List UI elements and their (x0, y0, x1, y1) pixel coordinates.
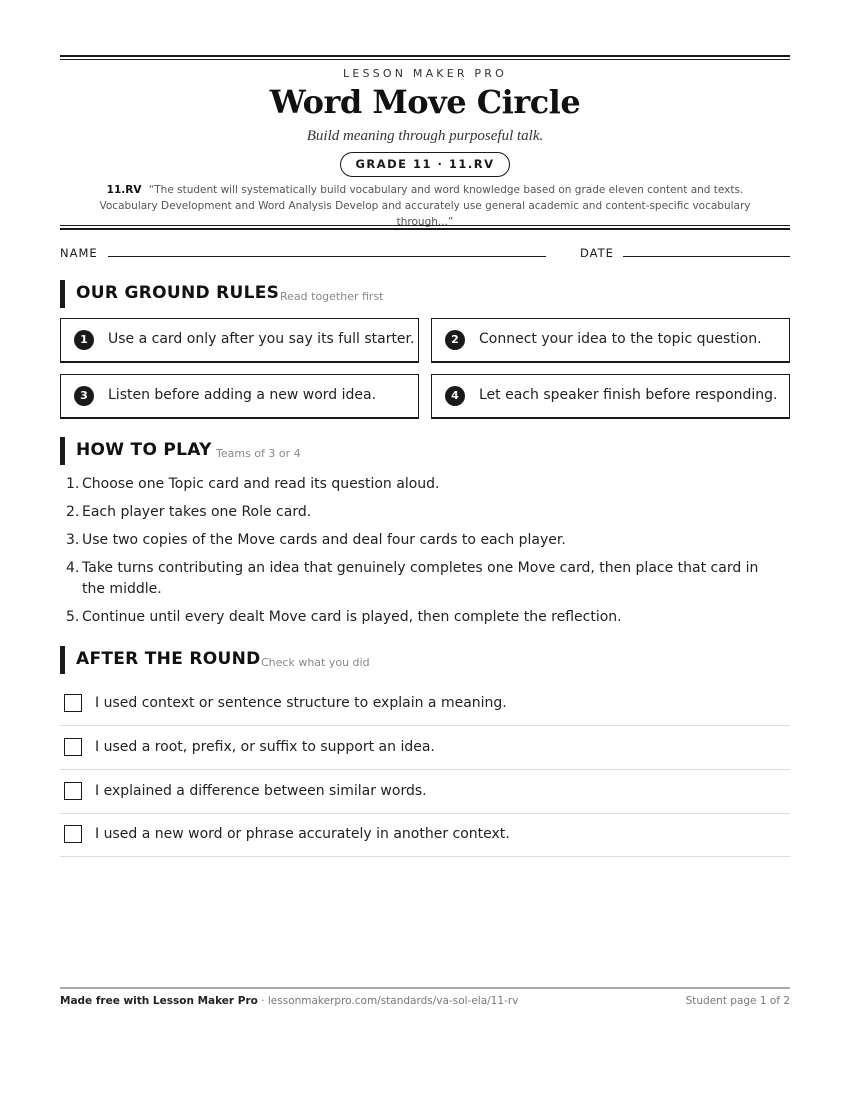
name-label: NAME (60, 246, 98, 260)
step-text: Continue until every dealt Move card is played, then complete the reflection. (82, 609, 622, 625)
how-to-play-heading: HOW TO PLAY (76, 440, 212, 460)
checklist-text: I used context or sentence structure to explain a meaning. (95, 695, 507, 711)
checkbox[interactable] (64, 825, 82, 843)
checklist-item (60, 770, 790, 814)
footer-rule (60, 987, 790, 989)
after-round-section-header (60, 646, 790, 674)
checklist-text: I used a root, prefix, or suffix to support an idea. (95, 739, 435, 755)
name-field[interactable] (108, 256, 546, 257)
rule-number-badge: 2 (445, 330, 465, 350)
section-marker (60, 280, 65, 308)
footer-page-number: Student page 1 of 2 (685, 995, 790, 1007)
standard-text: “The student will systematically build vocabulary and word knowledge based on grade eleven content and texts. Vocabulary Development and Word Analysis Develop and accurately use general academic and content-specific vocabulary through...” (99, 184, 751, 228)
rule-text: Use a card only after you say its full starter. (108, 331, 415, 347)
footer-made-with: Made free with Lesson Maker Pro (60, 995, 258, 1007)
header-rule-thick (60, 55, 790, 57)
checklist-text: I explained a difference between similar words. (95, 783, 427, 799)
grade-badge-wrap (60, 152, 790, 177)
header-bottom-rule-thick (60, 228, 790, 230)
ground-rule-card (431, 318, 790, 363)
after-round-note: Check what you did (261, 656, 370, 669)
grade-badge: GRADE 11 · 11.RV (340, 152, 509, 177)
step-text: Take turns contributing an idea that genuinely completes one Move card, then place that card in the middle. (82, 560, 759, 597)
ground-rule-card (60, 374, 419, 419)
date-field[interactable] (623, 256, 790, 257)
step-number: 2. (66, 504, 80, 520)
ground-rules-note: Read together first (280, 290, 384, 303)
after-round-heading: AFTER THE ROUND (76, 649, 261, 669)
rule-number-badge: 4 (445, 386, 465, 406)
header-rule-thin (60, 59, 790, 60)
step-number: 5. (66, 609, 80, 625)
checklist-item (60, 726, 790, 770)
step-text: Choose one Topic card and read its question aloud. (82, 476, 440, 492)
brand-name: LESSON MAKER PRO (343, 67, 507, 80)
checklist-item (60, 813, 790, 857)
ground-rule-card (60, 318, 419, 363)
rule-number-badge: 1 (74, 330, 94, 350)
section-marker (60, 437, 65, 465)
rule-text: Listen before adding a new word idea. (108, 387, 377, 403)
list-item (66, 530, 766, 551)
standard-description (90, 182, 760, 230)
how-to-play-note: Teams of 3 or 4 (216, 447, 301, 460)
checkbox[interactable] (64, 694, 82, 712)
step-text: Each player takes one Role card. (82, 504, 312, 520)
header-bottom-rule-thin (60, 225, 790, 226)
worksheet-page (60, 0, 790, 1100)
step-text: Use two copies of the Move cards and deal four cards to each player. (82, 532, 566, 548)
checklist-item (60, 682, 790, 726)
how-to-play-section-header (60, 437, 790, 465)
checklist-text: I used a new word or phrase accurately in another context. (95, 826, 510, 842)
list-item (66, 474, 766, 495)
checkbox[interactable] (64, 782, 82, 800)
page-title: Word Move Circle (269, 83, 581, 121)
ground-rules-section-header (60, 280, 790, 308)
ground-rules-heading: OUR GROUND RULES (76, 283, 280, 303)
date-label: DATE (580, 246, 614, 260)
page-subtitle: Build meaning through purposeful talk. (306, 128, 544, 144)
step-number: 1. (66, 476, 80, 492)
list-item (66, 558, 766, 600)
list-item (66, 502, 766, 523)
step-number: 3. (66, 532, 80, 548)
footer-credit (60, 995, 518, 1007)
section-marker (60, 646, 65, 674)
instruction-list (66, 474, 766, 635)
rule-text: Connect your idea to the topic question. (479, 331, 762, 347)
footer-url[interactable]: · lessonmakerpro.com/standards/va-sol-ela/11-rv (257, 995, 519, 1007)
rule-text: Let each speaker finish before responding. (479, 387, 778, 403)
rule-number-badge: 3 (74, 386, 94, 406)
step-number: 4. (66, 560, 80, 576)
ground-rule-card (431, 374, 790, 419)
checkbox[interactable] (64, 738, 82, 756)
standard-code: 11.RV (106, 184, 142, 196)
list-item (66, 607, 766, 628)
